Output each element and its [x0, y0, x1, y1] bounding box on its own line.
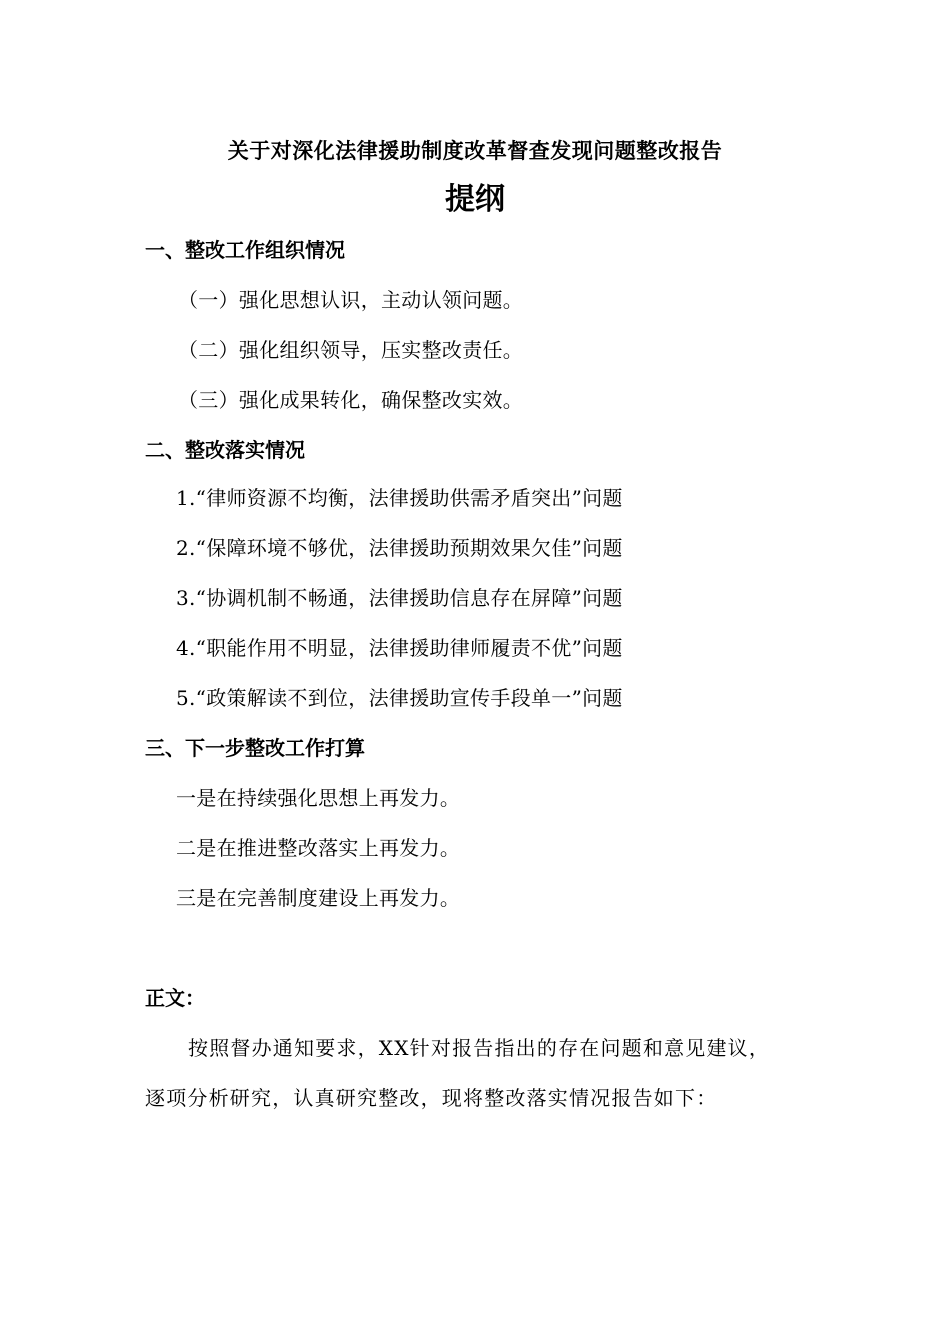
section-heading-3: 三、下一步整改工作打算 [145, 736, 365, 760]
body-paragraph-line: 逐项分析研究，认真研究整改，现将整改落实情况报告如下： [145, 1086, 718, 1110]
document-subtitle: 提纲 [445, 182, 505, 217]
section-heading-1: 一、整改工作组织情况 [145, 238, 345, 262]
outline-item: 二是在推进整改落实上再发力。 [176, 836, 461, 860]
outline-item: 4.“职能作用不明显，法律援助律师履责不优”问题 [176, 636, 623, 660]
outline-item: （二）强化组织领导，压实整改责任。 [178, 338, 524, 362]
body-paragraph-line: 按照督办通知要求，XX针对报告指出的存在问题和意见建议， [188, 1036, 771, 1060]
section-heading-2: 二、整改落实情况 [145, 438, 305, 462]
document-title: 关于对深化法律援助制度改革督查发现问题整改报告 [227, 138, 723, 163]
outline-item: 三是在完善制度建设上再发力。 [176, 886, 461, 910]
outline-item: 1.“律师资源不均衡，法律援助供需矛盾突出”问题 [176, 486, 623, 510]
outline-item: 一是在持续强化思想上再发力。 [176, 786, 461, 810]
outline-item: （三）强化成果转化，确保整改实效。 [178, 388, 524, 412]
outline-item: 5.“政策解读不到位，法律援助宣传手段单一”问题 [176, 686, 623, 710]
outline-item: （一）强化思想认识，主动认领问题。 [178, 288, 524, 312]
outline-item: 3.“协调机制不畅通，法律援助信息存在屏障”问题 [176, 586, 623, 610]
body-label: 正文： [145, 986, 205, 1010]
outline-item: 2.“保障环境不够优，法律援助预期效果欠佳”问题 [176, 536, 623, 560]
